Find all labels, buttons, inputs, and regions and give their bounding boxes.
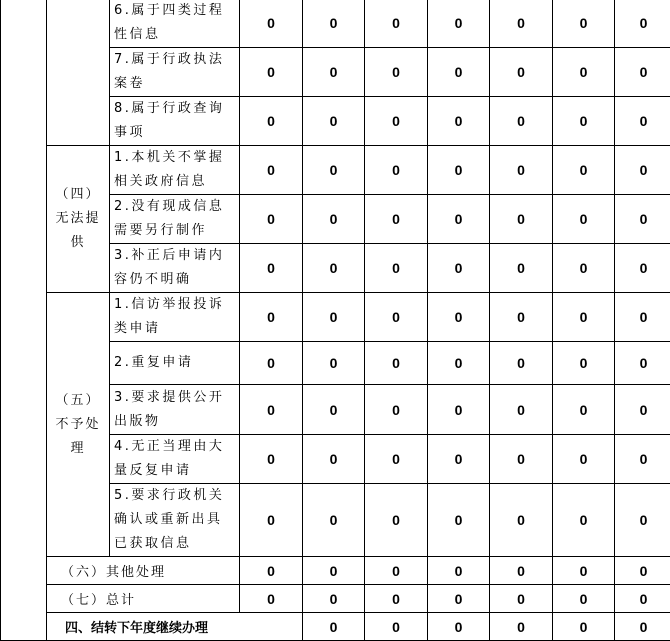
value-cell: 0 [303,293,365,342]
row-label: 2.重复申请 [110,342,240,385]
value-cell: 0 [615,0,670,48]
value-cell: 0 [490,557,553,585]
value-cell: 0 [428,48,490,97]
value-cell: 0 [553,146,615,195]
value-cell: 0 [490,244,553,293]
value-cell: 0 [365,385,428,435]
value-cell: 0 [553,613,615,641]
value-cell: 0 [303,48,365,97]
value-cell: 0 [553,385,615,435]
value-cell: 0 [303,342,365,385]
row-label: （七）总计 [47,585,240,613]
value-cell: 0 [428,613,490,641]
value-cell: 0 [553,435,615,484]
value-cell: 0 [428,484,490,557]
value-cell: 0 [615,97,670,146]
value-cell: 0 [365,585,428,613]
value-cell: 0 [428,342,490,385]
table-row [1,293,670,342]
value-cell: 0 [365,97,428,146]
value-cell: 0 [428,585,490,613]
value-cell: 0 [365,48,428,97]
value-cell: 0 [615,48,670,97]
value-cell: 0 [365,613,428,641]
table-row [1,557,670,585]
value-cell: 0 [490,484,553,557]
value-cell: 0 [365,146,428,195]
value-cell: 0 [615,342,670,385]
value-cell: 0 [240,557,303,585]
value-cell: 0 [490,435,553,484]
group-label: （五）不予处理 [47,293,110,557]
value-cell: 0 [303,195,365,244]
value-cell: 0 [553,342,615,385]
value-cell: 0 [615,293,670,342]
row-label: 1.信访举报投诉类申请 [110,293,240,342]
row-label: 6.属于四类过程性信息 [110,0,240,48]
value-cell: 0 [240,48,303,97]
group-label: （四）无法提供 [47,146,110,293]
row-label: 1.本机关不掌握相关政府信息 [110,146,240,195]
group-blank-cell [47,0,110,146]
value-cell: 0 [240,0,303,48]
value-cell: 0 [303,385,365,435]
value-cell: 0 [240,484,303,557]
value-cell: 0 [240,195,303,244]
value-cell: 0 [490,97,553,146]
value-cell: 0 [428,557,490,585]
value-cell: 0 [240,585,303,613]
value-cell: 0 [490,146,553,195]
row-label: 2.没有现成信息需要另行制作 [110,195,240,244]
value-cell: 0 [553,195,615,244]
value-cell: 0 [428,435,490,484]
value-cell: 0 [365,557,428,585]
value-cell: 0 [303,146,365,195]
value-cell: 0 [428,195,490,244]
value-cell: 0 [553,48,615,97]
value-cell: 0 [365,195,428,244]
value-cell: 0 [490,613,553,641]
row-label: 8.属于行政查询事项 [110,97,240,146]
row-label: 3.补正后申请内容仍不明确 [110,244,240,293]
outer-blank-cell [1,0,47,641]
table-row [1,585,670,613]
value-cell: 0 [490,0,553,48]
value-cell: 0 [428,0,490,48]
value-cell: 0 [240,146,303,195]
value-cell: 0 [490,385,553,435]
table-row [1,146,670,195]
table-row [1,613,670,641]
row-label: 3.要求提供公开出版物 [110,385,240,435]
value-cell: 0 [615,195,670,244]
row-label: 5.要求行政机关确认或重新出具已获取信息 [110,484,240,557]
value-cell: 0 [365,293,428,342]
value-cell: 0 [303,484,365,557]
value-cell: 0 [303,435,365,484]
value-cell: 0 [303,613,365,641]
table-row [1,0,670,48]
value-cell: 0 [553,244,615,293]
value-cell: 0 [240,293,303,342]
value-cell: 0 [615,484,670,557]
value-cell: 0 [240,97,303,146]
value-cell: 0 [303,97,365,146]
value-cell: 0 [615,385,670,435]
value-cell: 0 [553,293,615,342]
value-cell: 0 [428,97,490,146]
value-cell: 0 [490,585,553,613]
value-cell: 0 [365,484,428,557]
value-cell: 0 [553,484,615,557]
value-cell: 0 [615,613,670,641]
value-cell: 0 [240,244,303,293]
value-cell: 0 [428,385,490,435]
value-cell: 0 [365,244,428,293]
value-cell: 0 [303,244,365,293]
value-cell: 0 [615,435,670,484]
value-cell: 0 [428,293,490,342]
value-cell: 0 [615,585,670,613]
value-cell: 0 [365,0,428,48]
value-cell: 0 [490,48,553,97]
value-cell: 0 [490,293,553,342]
value-cell: 0 [490,195,553,244]
row-label: 四、结转下年度继续办理 [47,613,303,641]
value-cell: 0 [615,146,670,195]
row-label: （六）其他处理 [47,557,240,585]
row-label: 7.属于行政执法案卷 [110,48,240,97]
value-cell: 0 [428,244,490,293]
value-cell: 0 [240,342,303,385]
value-cell: 0 [365,342,428,385]
value-cell: 0 [553,557,615,585]
value-cell: 0 [303,0,365,48]
value-cell: 0 [615,557,670,585]
row-label: 4.无正当理由大量反复申请 [110,435,240,484]
value-cell: 0 [615,244,670,293]
value-cell: 0 [428,146,490,195]
value-cell: 0 [365,435,428,484]
value-cell: 0 [240,385,303,435]
value-cell: 0 [303,585,365,613]
value-cell: 0 [553,97,615,146]
value-cell: 0 [553,585,615,613]
value-cell: 0 [490,342,553,385]
value-cell: 0 [553,0,615,48]
value-cell: 0 [303,557,365,585]
value-cell: 0 [240,435,303,484]
